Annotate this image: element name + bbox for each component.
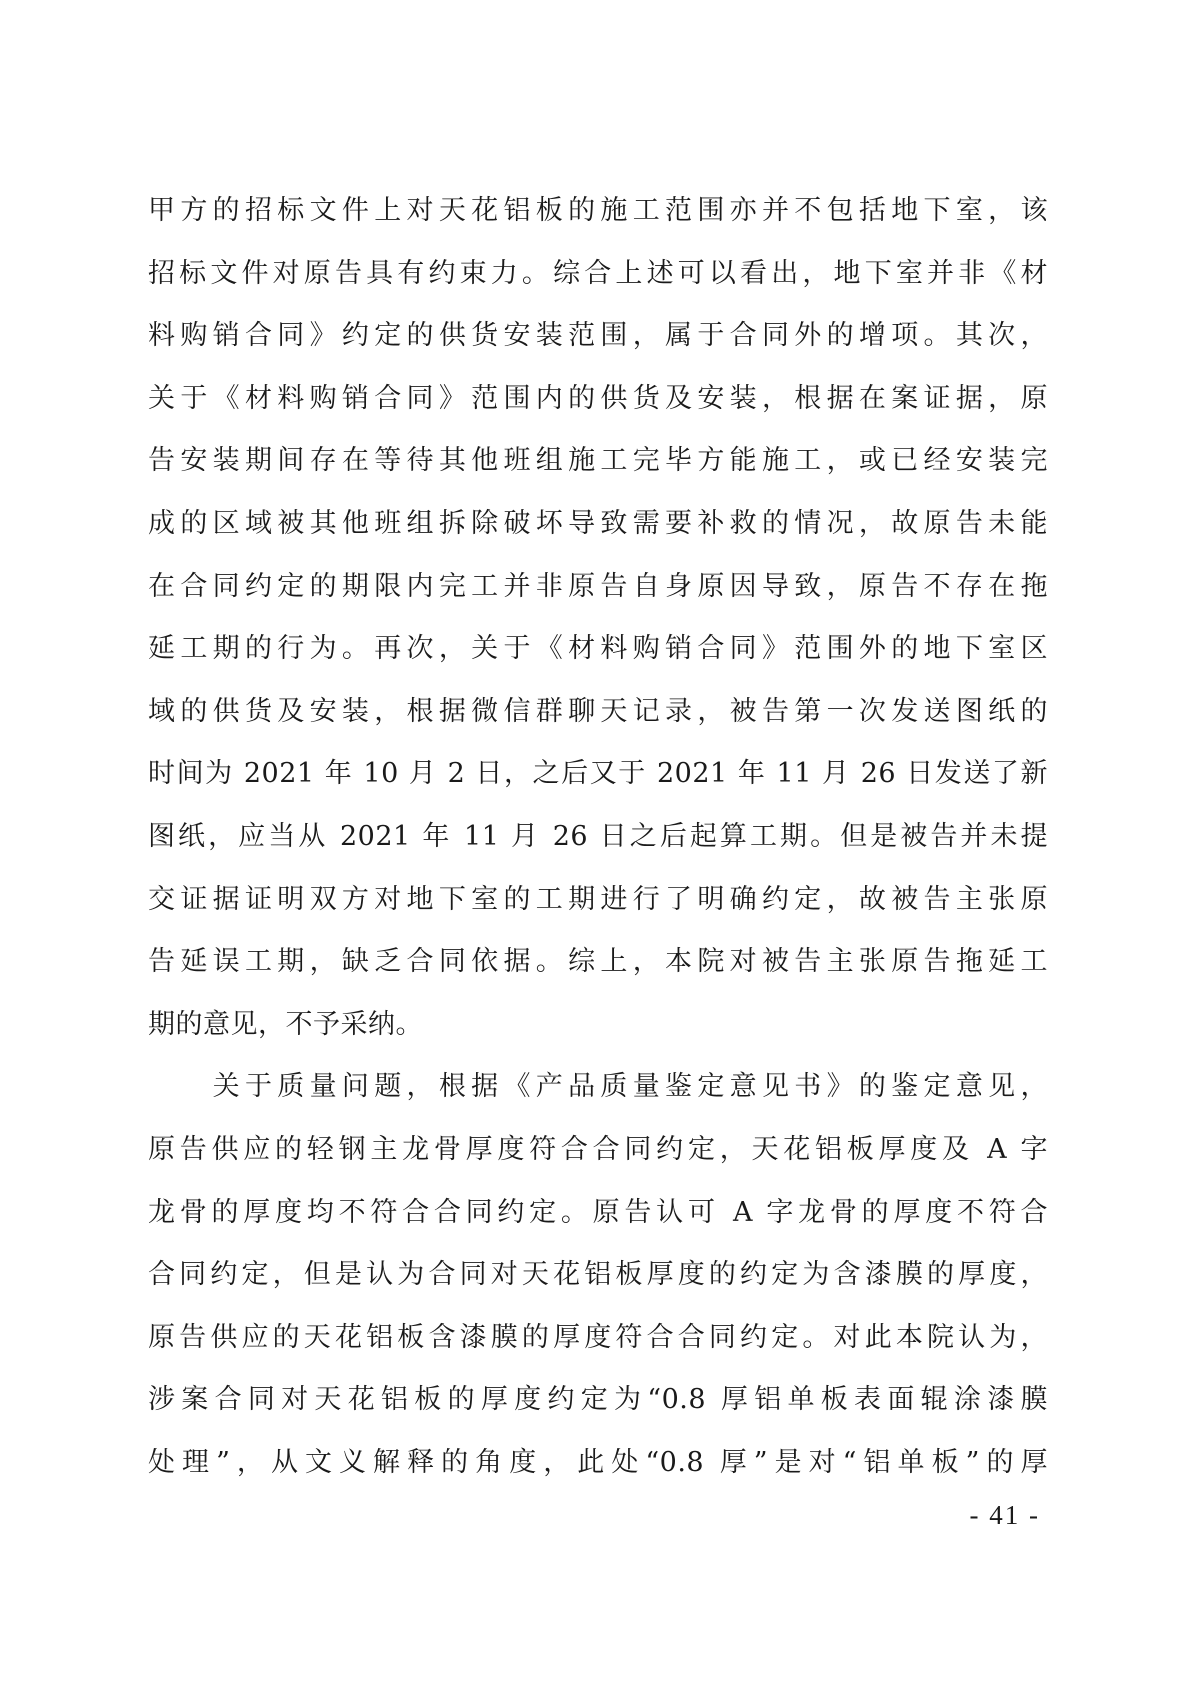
text-line: 期的意见，不予采纳。 xyxy=(148,1008,423,1040)
text-line: 关于质量问题，根据《产品质量鉴定意见书》的鉴定意见， xyxy=(148,1071,1048,1103)
text-line: 时间为 2021 年 10 月 2 日，之后又于 2021 年 11 月 26 日发送了新 xyxy=(148,758,1048,790)
text-line: 原告供应的轻钢主龙骨厚度符合合同约定，天花铝板厚度及 A 字 xyxy=(148,1133,1048,1165)
text-line: 延工期的行为。再次，关于《材料购销合同》范围外的地下室区 xyxy=(148,633,1048,665)
text-line: 图纸，应当从 2021 年 11 月 26 日之后起算工期。但是被告并未提 xyxy=(148,820,1048,852)
text-line: 合同约定，但是认为合同对天花铝板厚度的约定为含漆膜的厚度， xyxy=(148,1259,1048,1291)
text-line: 告延误工期，缺乏合同依据。综上，本院对被告主张原告拖延工 xyxy=(148,946,1048,978)
body-text xyxy=(148,180,1048,1494)
text-line: 招标文件对原告具有约束力。综合上述可以看出，地下室并非《材 xyxy=(148,257,1048,289)
text-line: 告安装期间存在等待其他班组施工完毕方能施工，或已经安装完 xyxy=(148,445,1048,477)
text-line: 龙骨的厚度均不符合合同约定。原告认可 A 字龙骨的厚度不符合 xyxy=(148,1196,1048,1228)
text-line: 涉案合同对天花铝板的厚度约定为“0.8 厚铝单板表面辊涂漆膜 xyxy=(148,1384,1048,1416)
text-line: 成的区域被其他班组拆除破坏导致需要补救的情况，故原告未能 xyxy=(148,507,1048,539)
text-line: 原告供应的天花铝板含漆膜的厚度符合合同约定。对此本院认为， xyxy=(148,1321,1048,1353)
page-number: - 41 - xyxy=(969,1500,1040,1530)
text-line: 料购销合同》约定的供货安装范围，属于合同外的增项。其次， xyxy=(148,320,1048,352)
text-line: 关于《材料购销合同》范围内的供货及安装，根据在案证据，原 xyxy=(148,382,1048,414)
text-line: 处理”，从文义解释的角度，此处“0.8 厚”是对“铝单板”的厚 xyxy=(148,1446,1048,1478)
text-line: 甲方的招标文件上对天花铝板的施工范围亦并不包括地下室，该 xyxy=(148,195,1048,226)
text-line: 在合同约定的期限内完工并非原告自身原因导致，原告不存在拖 xyxy=(148,570,1048,602)
text-line: 域的供货及安装，根据微信群聊天记录，被告第一次发送图纸的 xyxy=(148,695,1048,727)
text-line: 交证据证明双方对地下室的工期进行了明确约定，故被告主张原 xyxy=(148,883,1048,915)
